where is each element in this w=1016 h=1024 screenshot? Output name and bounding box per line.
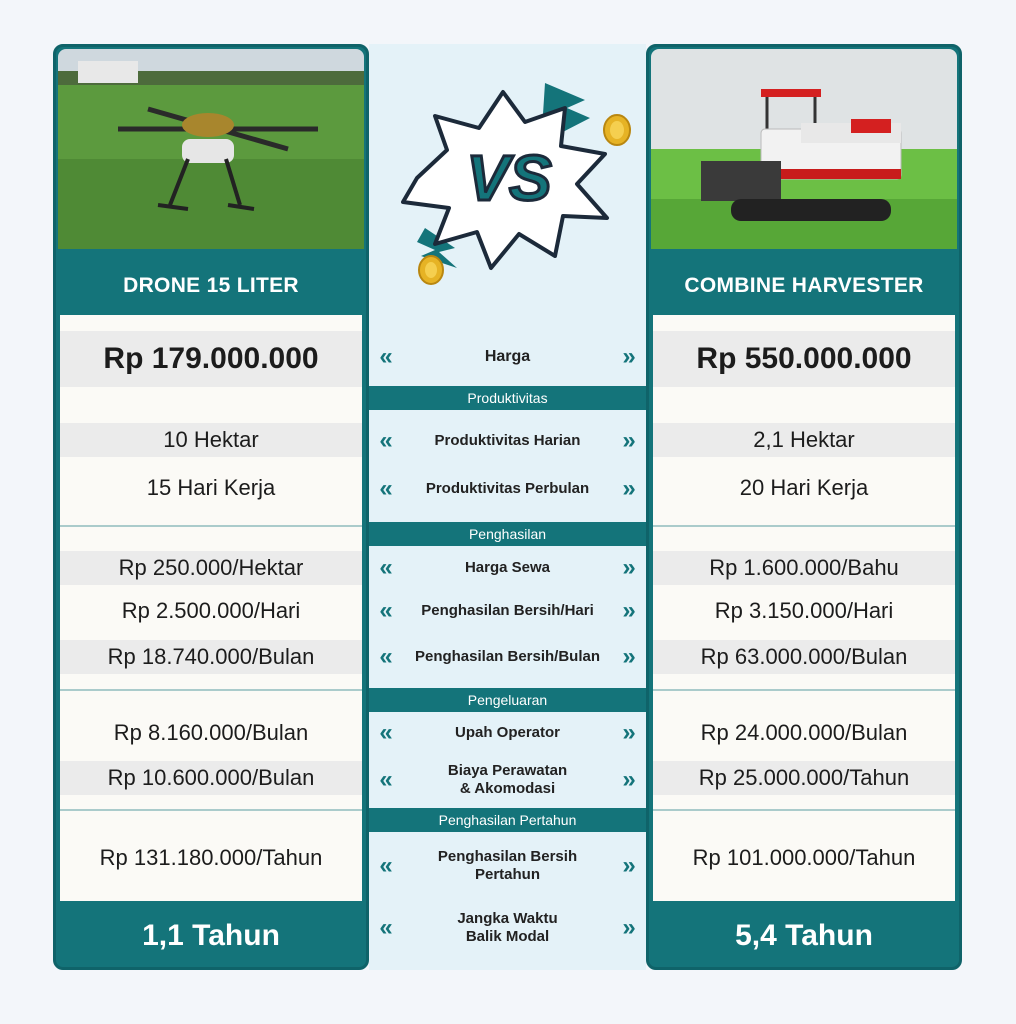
label-prod-perbulan: Produktivitas Perbulan [425, 480, 590, 497]
label-pertahun [403, 848, 612, 884]
chevron-right-icon: » [622, 597, 636, 624]
label-biaya [403, 762, 612, 798]
chevron-left-icon: « [379, 719, 393, 746]
label-bersih-bulan: Penghasilan Bersih/Bulan [414, 648, 601, 665]
divider [653, 689, 955, 691]
row-bersih-hari-label [369, 594, 646, 628]
divider [60, 525, 362, 527]
harvester-prod-harian: 2,1 Hektar [653, 423, 955, 457]
drone-prod-harian: 10 Hektar [60, 423, 362, 457]
harvester-photo [651, 49, 957, 249]
divider [60, 809, 362, 811]
band-pertahun: Penghasilan Pertahun [369, 808, 646, 832]
drone-harga-sewa: Rp 250.000/Hektar [60, 551, 362, 585]
drone-harga: Rp 179.000.000 [60, 331, 362, 387]
row-bersih-bulan-label [369, 640, 646, 674]
harvester-panel [646, 44, 962, 970]
label-bep [403, 910, 612, 946]
vs-burst-icon [395, 78, 635, 288]
label-pertahun-line2: Pertahun [474, 866, 540, 883]
row-upah-label [369, 716, 646, 750]
chevron-left-icon: « [379, 554, 393, 581]
divider [653, 809, 955, 811]
chevron-right-icon: » [622, 475, 636, 502]
band-pengeluaran: Pengeluaran [369, 688, 646, 712]
label-upah: Upah Operator [454, 724, 560, 741]
harvester-bep: 5,4 Tahun [735, 919, 873, 952]
harvester-title: COMBINE HARVESTER [684, 274, 924, 297]
label-biaya-line1: Biaya Perawatan [447, 762, 568, 779]
row-prod-perbulan-label [369, 472, 646, 506]
row-prod-harian-label [369, 424, 646, 458]
chevron-left-icon: « [379, 643, 393, 670]
harvester-bersih-bulan: Rp 63.000.000/Bulan [653, 640, 955, 674]
label-harga-sewa: Harga Sewa [464, 559, 551, 576]
chevron-left-icon: « [379, 343, 393, 370]
drone-bersih-hari: Rp 2.500.000/Hari [121, 598, 301, 623]
band-produktivitas: Produktivitas [369, 386, 646, 410]
drone-bersih-bulan: Rp 18.740.000/Bulan [60, 640, 362, 674]
chevron-left-icon: « [379, 852, 393, 879]
chevron-right-icon: » [622, 643, 636, 670]
drone-upah: Rp 8.160.000/Bulan [113, 720, 309, 745]
row-harga-sewa-label [369, 551, 646, 585]
row-harga-label [369, 340, 646, 374]
harvester-prod-perbulan: 20 Hari Kerja [739, 475, 869, 500]
chevron-left-icon: « [379, 427, 393, 454]
chevron-right-icon: » [622, 852, 636, 879]
divider [60, 689, 362, 691]
drone-pertahun: Rp 131.180.000/Tahun [99, 845, 323, 870]
harvester-biaya: Rp 25.000.000/Tahun [653, 761, 955, 795]
drone-bep: 1,1 Tahun [142, 919, 280, 952]
row-bep-label [369, 906, 646, 950]
drone-values [60, 315, 362, 901]
label-bep-line2: Balik Modal [465, 928, 550, 945]
harvester-values [653, 315, 955, 901]
drone-biaya: Rp 10.600.000/Bulan [60, 761, 362, 795]
label-prod-harian: Produktivitas Harian [434, 432, 581, 449]
chevron-left-icon: « [379, 914, 393, 941]
label-bep-line1: Jangka Waktu [457, 910, 558, 927]
drone-title: DRONE 15 LITER [123, 274, 299, 297]
label-harga: Harga [484, 348, 531, 365]
chevron-right-icon: » [622, 427, 636, 454]
chevron-right-icon: » [622, 766, 636, 793]
harvester-pertahun: Rp 101.000.000/Tahun [692, 845, 916, 870]
row-biaya-label [369, 758, 646, 802]
divider [653, 525, 955, 527]
chevron-left-icon: « [379, 597, 393, 624]
harvester-harga: Rp 550.000.000 [653, 331, 955, 387]
drone-prod-perbulan: 15 Hari Kerja [146, 475, 276, 500]
coin-icon [419, 256, 443, 284]
harvester-upah: Rp 24.000.000/Bulan [700, 720, 908, 745]
chevron-right-icon: » [622, 343, 636, 370]
band-penghasilan: Penghasilan [369, 522, 646, 546]
drone-panel [53, 44, 369, 970]
drone-photo [58, 49, 364, 249]
label-biaya-line2: & Akomodasi [459, 780, 556, 797]
coin-icon [604, 115, 630, 145]
chevron-right-icon: » [622, 554, 636, 581]
chevron-right-icon: » [622, 914, 636, 941]
label-bersih-hari: Penghasilan Bersih/Hari [421, 602, 594, 619]
vs-text: VS [466, 142, 552, 214]
harvester-harga-sewa: Rp 1.600.000/Bahu [653, 551, 955, 585]
chevron-left-icon: « [379, 475, 393, 502]
label-pertahun-line1: Penghasilan Bersih [437, 848, 578, 865]
chevron-right-icon: » [622, 719, 636, 746]
harvester-bersih-hari: Rp 3.150.000/Hari [714, 598, 894, 623]
chevron-left-icon: « [379, 766, 393, 793]
row-pertahun-label [369, 844, 646, 888]
